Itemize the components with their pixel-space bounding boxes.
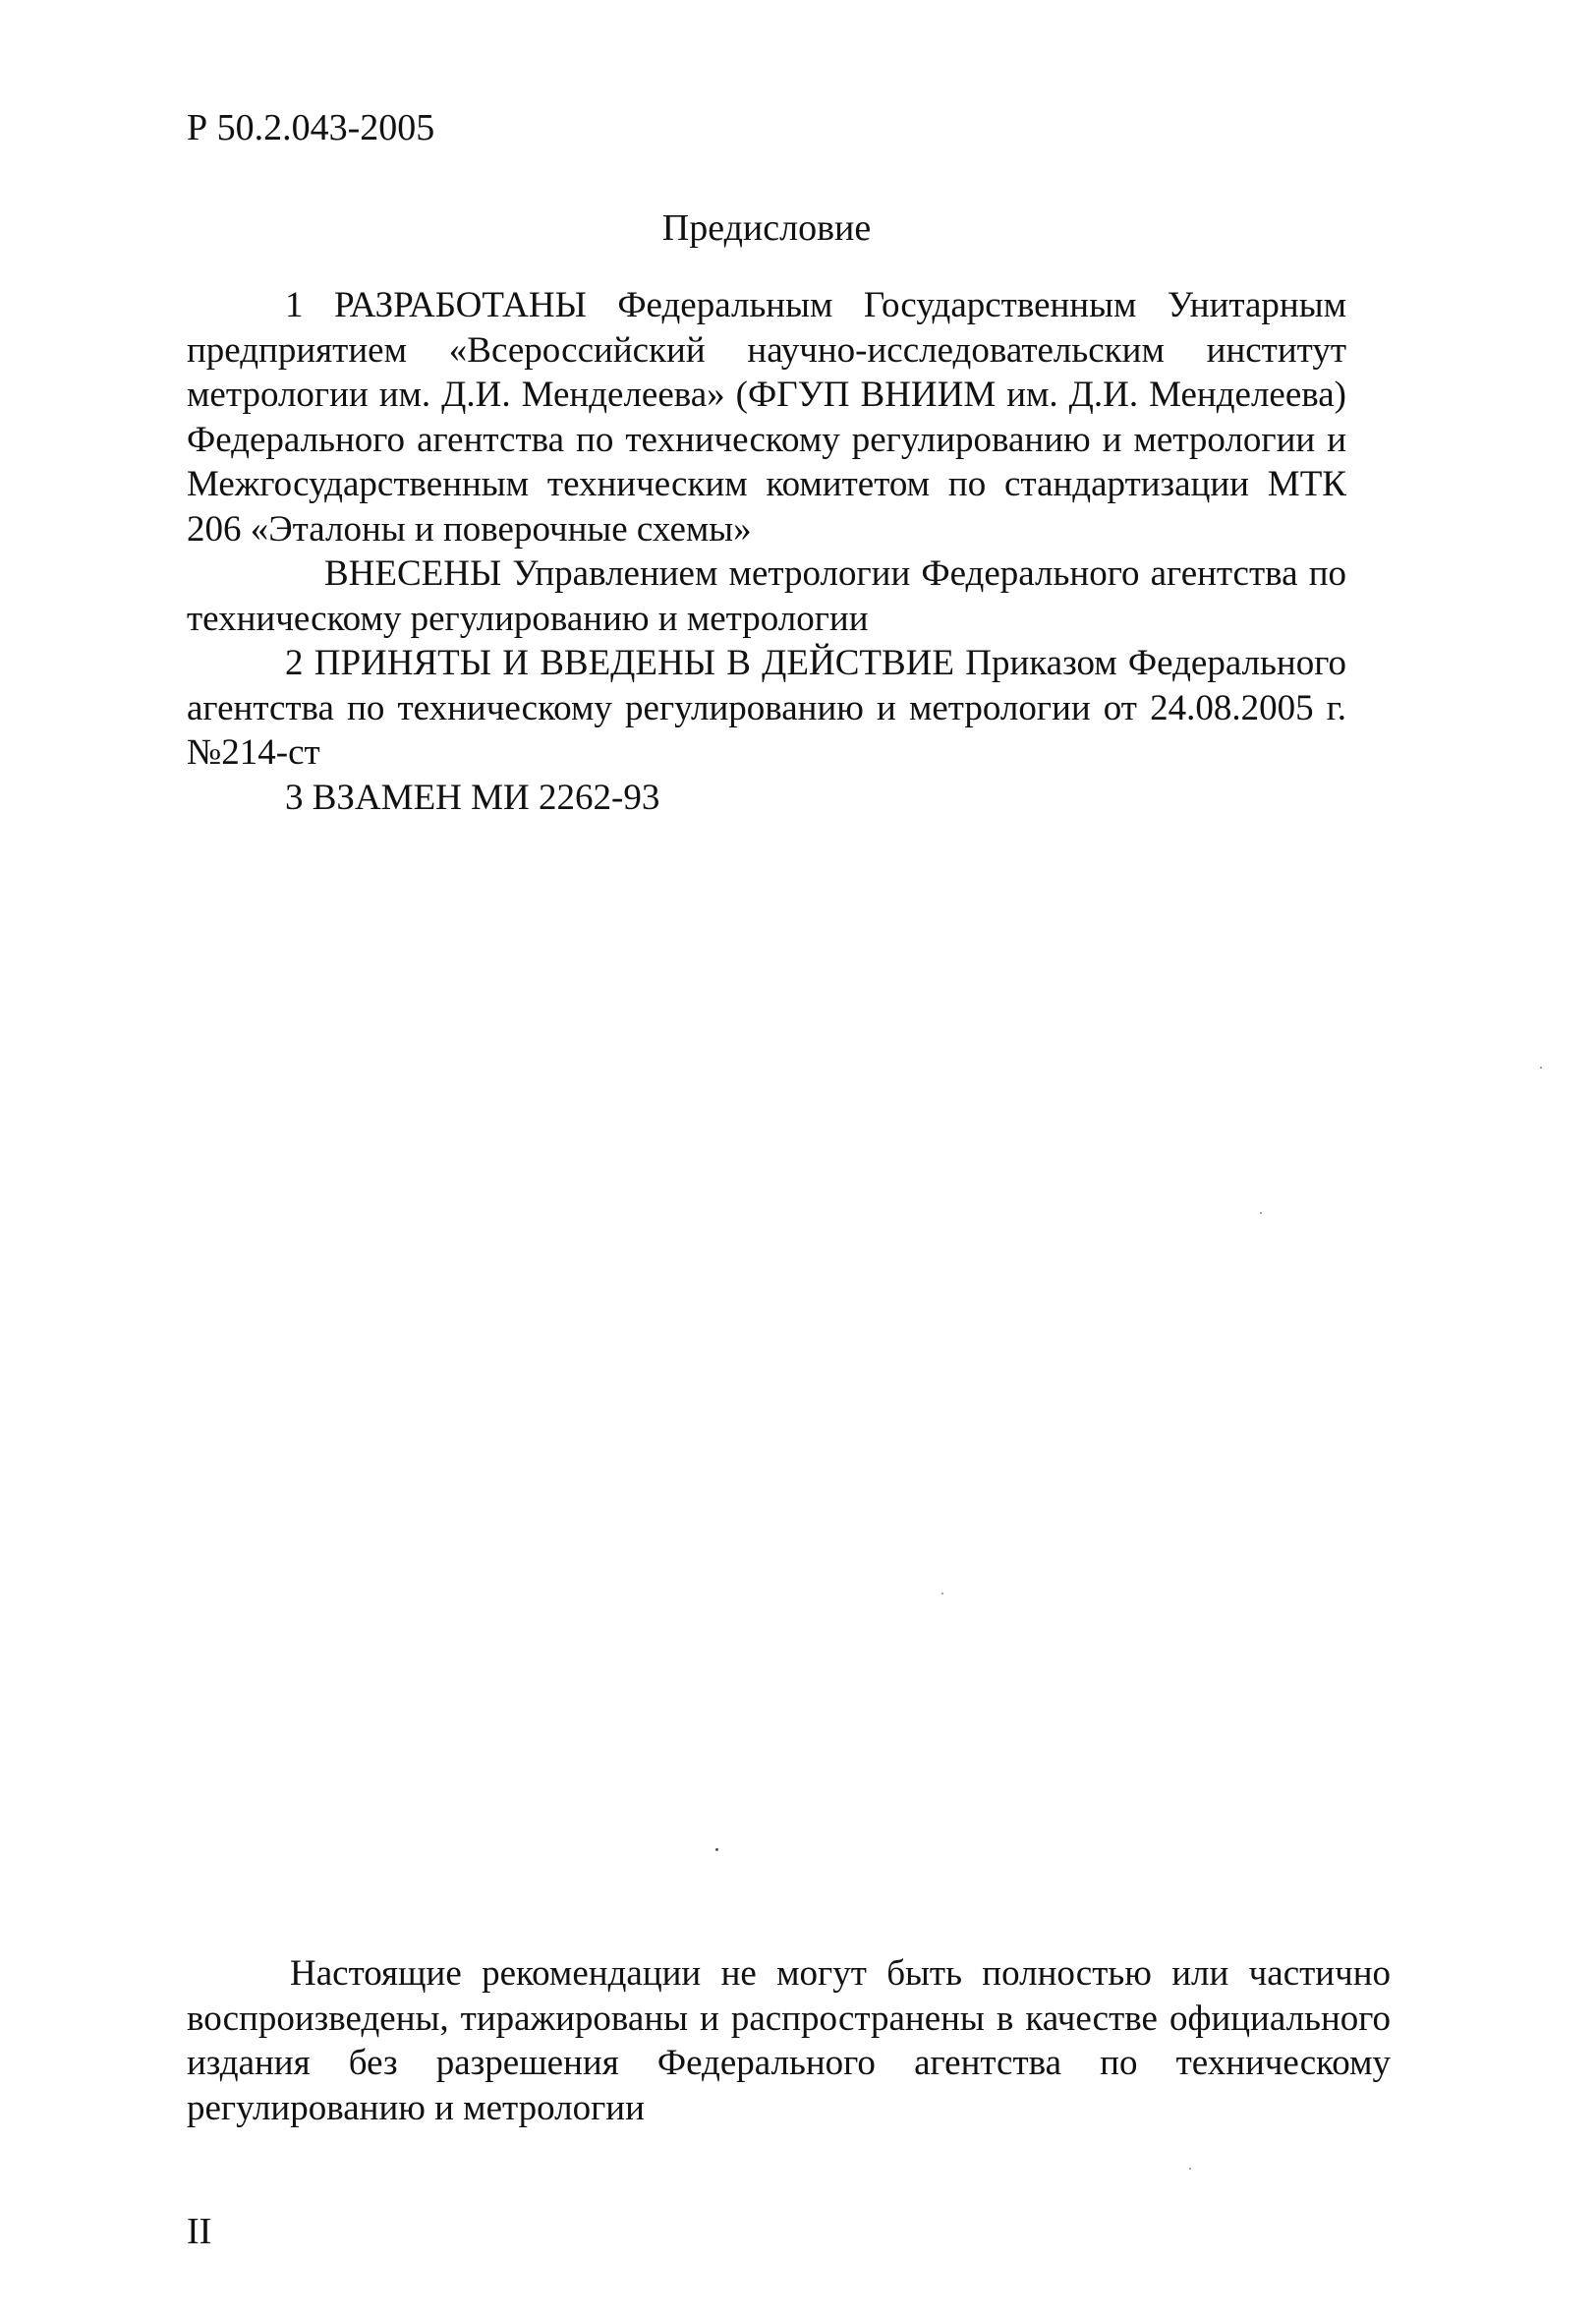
page-number: II — [187, 2211, 212, 2252]
item-1-developed: 1 РАЗРАБОТАНЫ Федеральным Государственным Унитарным предприятием «Всероссийский научно-исследовательским институт метрологии им. Д.И. Менделеева» (ФГУП ВНИИМ им. Д.И. Менделеева) Федерального агентства по техническому регулированию и метрологии и Межгосударственным техническим комитетом по стандартизации МТК 206 «Эталоны и поверочные схемы» — [187, 285, 1346, 550]
scan-speck — [1260, 1212, 1262, 1214]
scan-speck — [941, 1593, 943, 1594]
copyright-notice — [187, 1951, 1391, 2130]
item-3-replaces: 3 ВЗАМЕН МИ 2262-93 — [285, 777, 660, 818]
scan-speck — [715, 1848, 718, 1851]
preface-title: Предисловие — [661, 207, 872, 249]
notice-text: Настоящие рекомендации не могут быть полностью или частично воспроизведены, тиражированы и распространены в качестве официального издания без разрешения Федерального агентства по техническому регулированию и метрологии — [187, 1953, 1391, 2128]
document-code: Р 50.2.043-2005 — [187, 107, 435, 148]
scan-speck — [1189, 2168, 1191, 2170]
item-2-adopted: 2 ПРИНЯТЫ И ВВЕДЕНЫ В ДЕЙСТВИЕ Приказом Федерального агентства по техническому регулированию и метрологии от 24.08.2005 г. №214-ст — [187, 643, 1346, 773]
item-1-introduced: ВНЕСЕНЫ Управлением метрологии Федерального агентства по техническому регулированию и метрологии — [187, 553, 1346, 639]
scan-speck — [1540, 1067, 1542, 1069]
preface-body — [187, 283, 1346, 820]
